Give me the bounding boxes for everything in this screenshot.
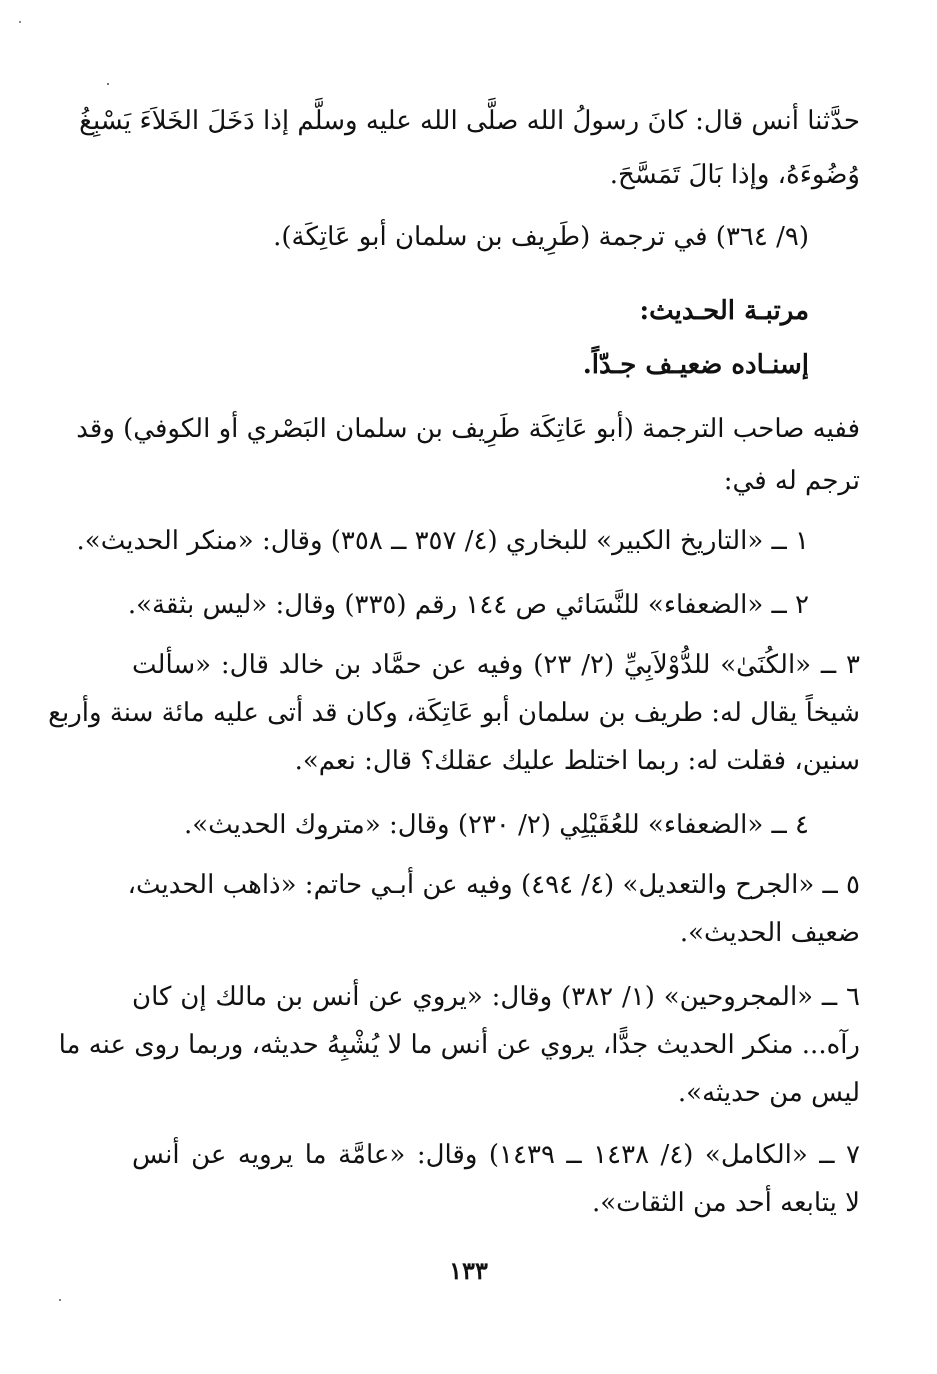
source-item-6-line-1: ٦ ــ «المجروحين» (١/ ٣٨٢) وقال: «يروي عن أنس بن مالك إن كان xyxy=(132,982,860,1012)
source-item-2: ٢ ــ «الضعفاء» للنَّسَائي ص ١٤٤ رقم (٣٣٥) وقال: «ليس بثقة». xyxy=(127,590,809,620)
hadith-text-line-2: وُضُوءَهُ، وإذا بَالَ تَمَسَّحَ. xyxy=(609,160,860,190)
source-item-3-line-2: شيخاً يقال له: طريف بن سلمان أبو عَاتِكَة، وكان قد أتى عليه مائة سنة وأربع xyxy=(48,698,860,728)
hadith-text-line-1: حدَّثنا أنس قال: كانَ رسولُ الله صلَّى الله عليه وسلَّم إذا دَخَلَ الخَلاَءَ يَسْبِغُ xyxy=(79,106,860,136)
source-item-4: ٤ ــ «الضعفاء» للعُقَيْلِي (٢/ ٢٣٠) وقال: «متروك الحديث». xyxy=(183,810,809,840)
source-item-3-line-3: سنين، فقلت له: ربما اختلط عليك عقلك؟ قال: نعم». xyxy=(294,746,860,776)
page-number: ١٣٣ xyxy=(449,1256,488,1285)
intro-line-1: ففيه صاحب الترجمة (أبو عَاتِكَة طَرِيف بن سلمان البَصْري أو الكوفي) وقد xyxy=(76,414,860,444)
source-item-3-line-1: ٣ ــ «الكُنَىٰ» للدُّوْلاَبِيِّ (٢/ ٢٣) وفيه عن حمَّاد بن خالد قال: «سألت xyxy=(132,650,860,680)
source-item-6-line-2: رآه... منكر الحديث جدًّا، يروي عن أنس ما لا يُشْبِهُ حديثه، وربما روى عنه ما xyxy=(58,1030,860,1060)
grading-line: إسنـاده ضعيـف جـدّاً. xyxy=(582,350,809,380)
reference-line: (٩/ ٣٦٤) في ترجمة (طَرِيف بن سلمان أبو عَاتِكَة). xyxy=(273,222,809,252)
source-item-1: ١ ــ «التاريخ الكبير» للبخاري (٤/ ٣٥٧ ــ ٣٥٨) وقال: «منكر الحديث». xyxy=(76,526,809,556)
source-item-5-line-1: ٥ ــ «الجرح والتعديل» (٤/ ٤٩٤) وفيه عن أبـي حاتم: «ذاهب الحديث، xyxy=(127,870,860,900)
source-item-7-line-2: لا يتابعه أحد من الثقات». xyxy=(592,1188,860,1218)
source-item-6-line-3: ليس من حديثه». xyxy=(677,1078,860,1108)
source-item-7-line-1: ٧ ــ «الكامل» (٤/ ١٤٣٨ ــ ١٤٣٩) وقال: «عامَّة ما يرويه عن أنس xyxy=(132,1140,861,1170)
section-heading: مرتبـة الحـديث: xyxy=(639,296,809,326)
source-item-5-line-2: ضعيف الحديث». xyxy=(679,918,860,948)
intro-line-2: ترجم له في: xyxy=(723,466,860,496)
